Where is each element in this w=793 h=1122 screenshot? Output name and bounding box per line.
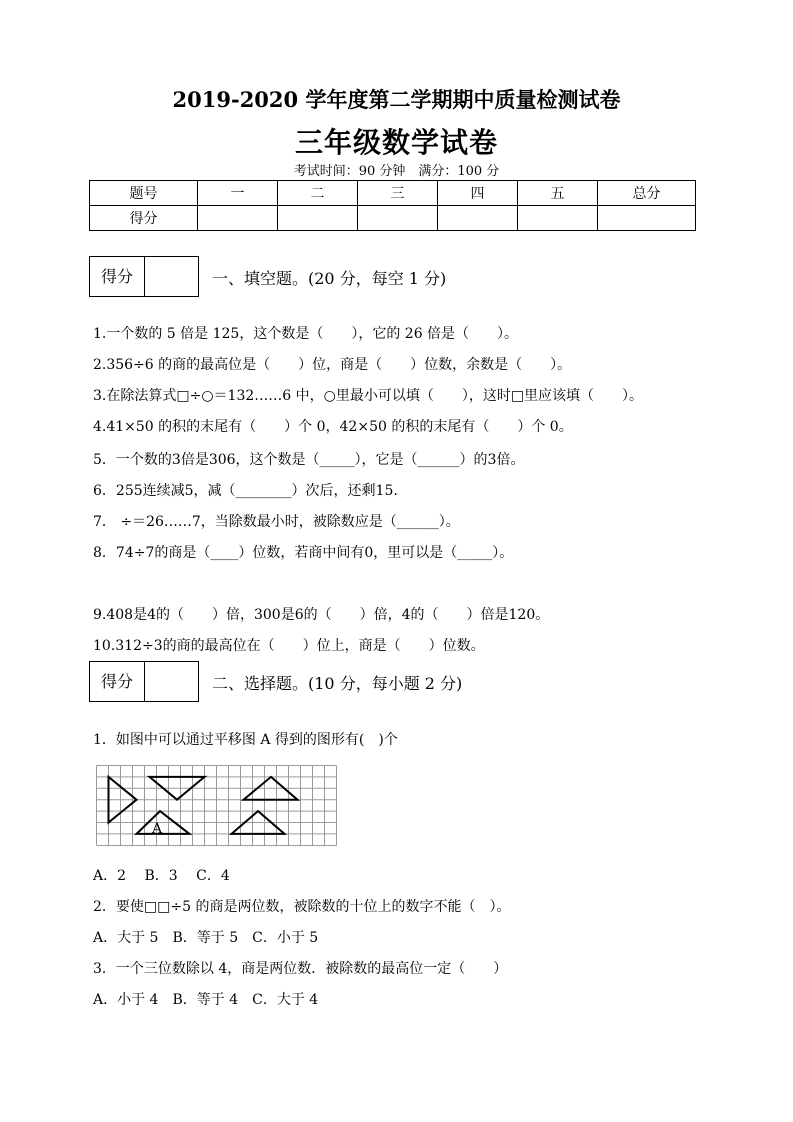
translation-grid-figure bbox=[96, 765, 340, 847]
question-1: 1.一个数的 5 倍是 125，这个数是（ ），它的 26 倍是（ ）。 bbox=[93, 326, 519, 342]
score-cell[interactable] bbox=[518, 206, 598, 231]
section1-title: 一、填空题。(20 分，每空 1 分) bbox=[212, 269, 447, 288]
score-table-header-cell: 总分 bbox=[598, 181, 696, 206]
question-10: 10.312÷3的商的最高位在（ ）位上，商是（ ）位数。 bbox=[93, 638, 485, 654]
score-table-header-row bbox=[90, 181, 696, 206]
choice-question-1: 1．如图中可以通过平移图 A 得到的图形有( )个 bbox=[93, 732, 398, 748]
question-5: 5．一个数的3倍是306，这个数是（_____），它是（______）的3倍。 bbox=[93, 452, 525, 468]
choice-3-options: A．小于 4 B．等于 4 C．大于 4 bbox=[93, 992, 319, 1008]
score-table-header-cell: 二 bbox=[278, 181, 358, 206]
section2-score-box bbox=[89, 661, 199, 702]
score-table bbox=[89, 180, 696, 231]
score-cell[interactable] bbox=[438, 206, 518, 231]
figure-label-a: A bbox=[152, 821, 163, 837]
score-table-header-cell: 一 bbox=[198, 181, 278, 206]
score-cell[interactable] bbox=[358, 206, 438, 231]
question-7: 7． ÷＝26……7，当除数最小时，被除数应是（______）。 bbox=[93, 514, 460, 530]
question-3: 3.在除法算式□÷○＝132……6 中，○里最小可以填（ ），这时□里应该填（ ）。 bbox=[93, 388, 644, 404]
section1-score-box bbox=[89, 256, 199, 297]
question-9: 9.408是4的（ ）倍，300是6的（ ）倍，4的（ ）倍是120。 bbox=[93, 607, 550, 623]
exam-subtitle: 三年级数学试卷 bbox=[294, 126, 498, 159]
score-table-header-cell: 题号 bbox=[90, 181, 198, 206]
grid-lines bbox=[97, 766, 337, 846]
question-4: 4.41×50 的积的末尾有（ ）个 0，42×50 的积的末尾有（ ）个 0。 bbox=[93, 419, 573, 435]
section1-score-label: 得分 bbox=[90, 257, 145, 296]
score-table-header-cell: 五 bbox=[518, 181, 598, 206]
score-cell[interactable] bbox=[278, 206, 358, 231]
score-table-score-row bbox=[90, 206, 696, 231]
score-cell[interactable] bbox=[198, 206, 278, 231]
question-6: 6．255连续减5，减（________）次后，还剩15. bbox=[93, 483, 398, 499]
choice-1-options: A．2 B．3 C．4 bbox=[93, 868, 230, 884]
choice-question-3: 3．一个三位数除以 4，商是两位数．被除数的最高位一定（ ） bbox=[93, 961, 508, 977]
exam-info: 考试时间：90 分钟 满分：100 分 bbox=[293, 164, 500, 179]
section2-title: 二、选择题。(10 分，每小题 2 分) bbox=[212, 674, 463, 693]
score-row-label: 得分 bbox=[90, 206, 198, 231]
choice-2-options: A．大于 5 B．等于 5 C．小于 5 bbox=[93, 930, 319, 946]
score-table-header-cell: 四 bbox=[438, 181, 518, 206]
question-8: 8．74÷7的商是（____）位数，若商中间有0，里可以是（_____）。 bbox=[93, 545, 514, 561]
section2-score-label: 得分 bbox=[90, 662, 145, 701]
score-table-header-cell: 三 bbox=[358, 181, 438, 206]
score-cell[interactable] bbox=[598, 206, 696, 231]
question-2: 2.356÷6 的商的最高位是（ ）位，商是（ ）位数，余数是（ ）。 bbox=[93, 357, 572, 373]
exam-title: 2019-2020 学年度第二学期期中质量检测试卷 bbox=[172, 87, 621, 112]
choice-question-2: 2．要使□□÷5 的商是两位数，被除数的十位上的数字不能（ ）。 bbox=[93, 899, 511, 915]
